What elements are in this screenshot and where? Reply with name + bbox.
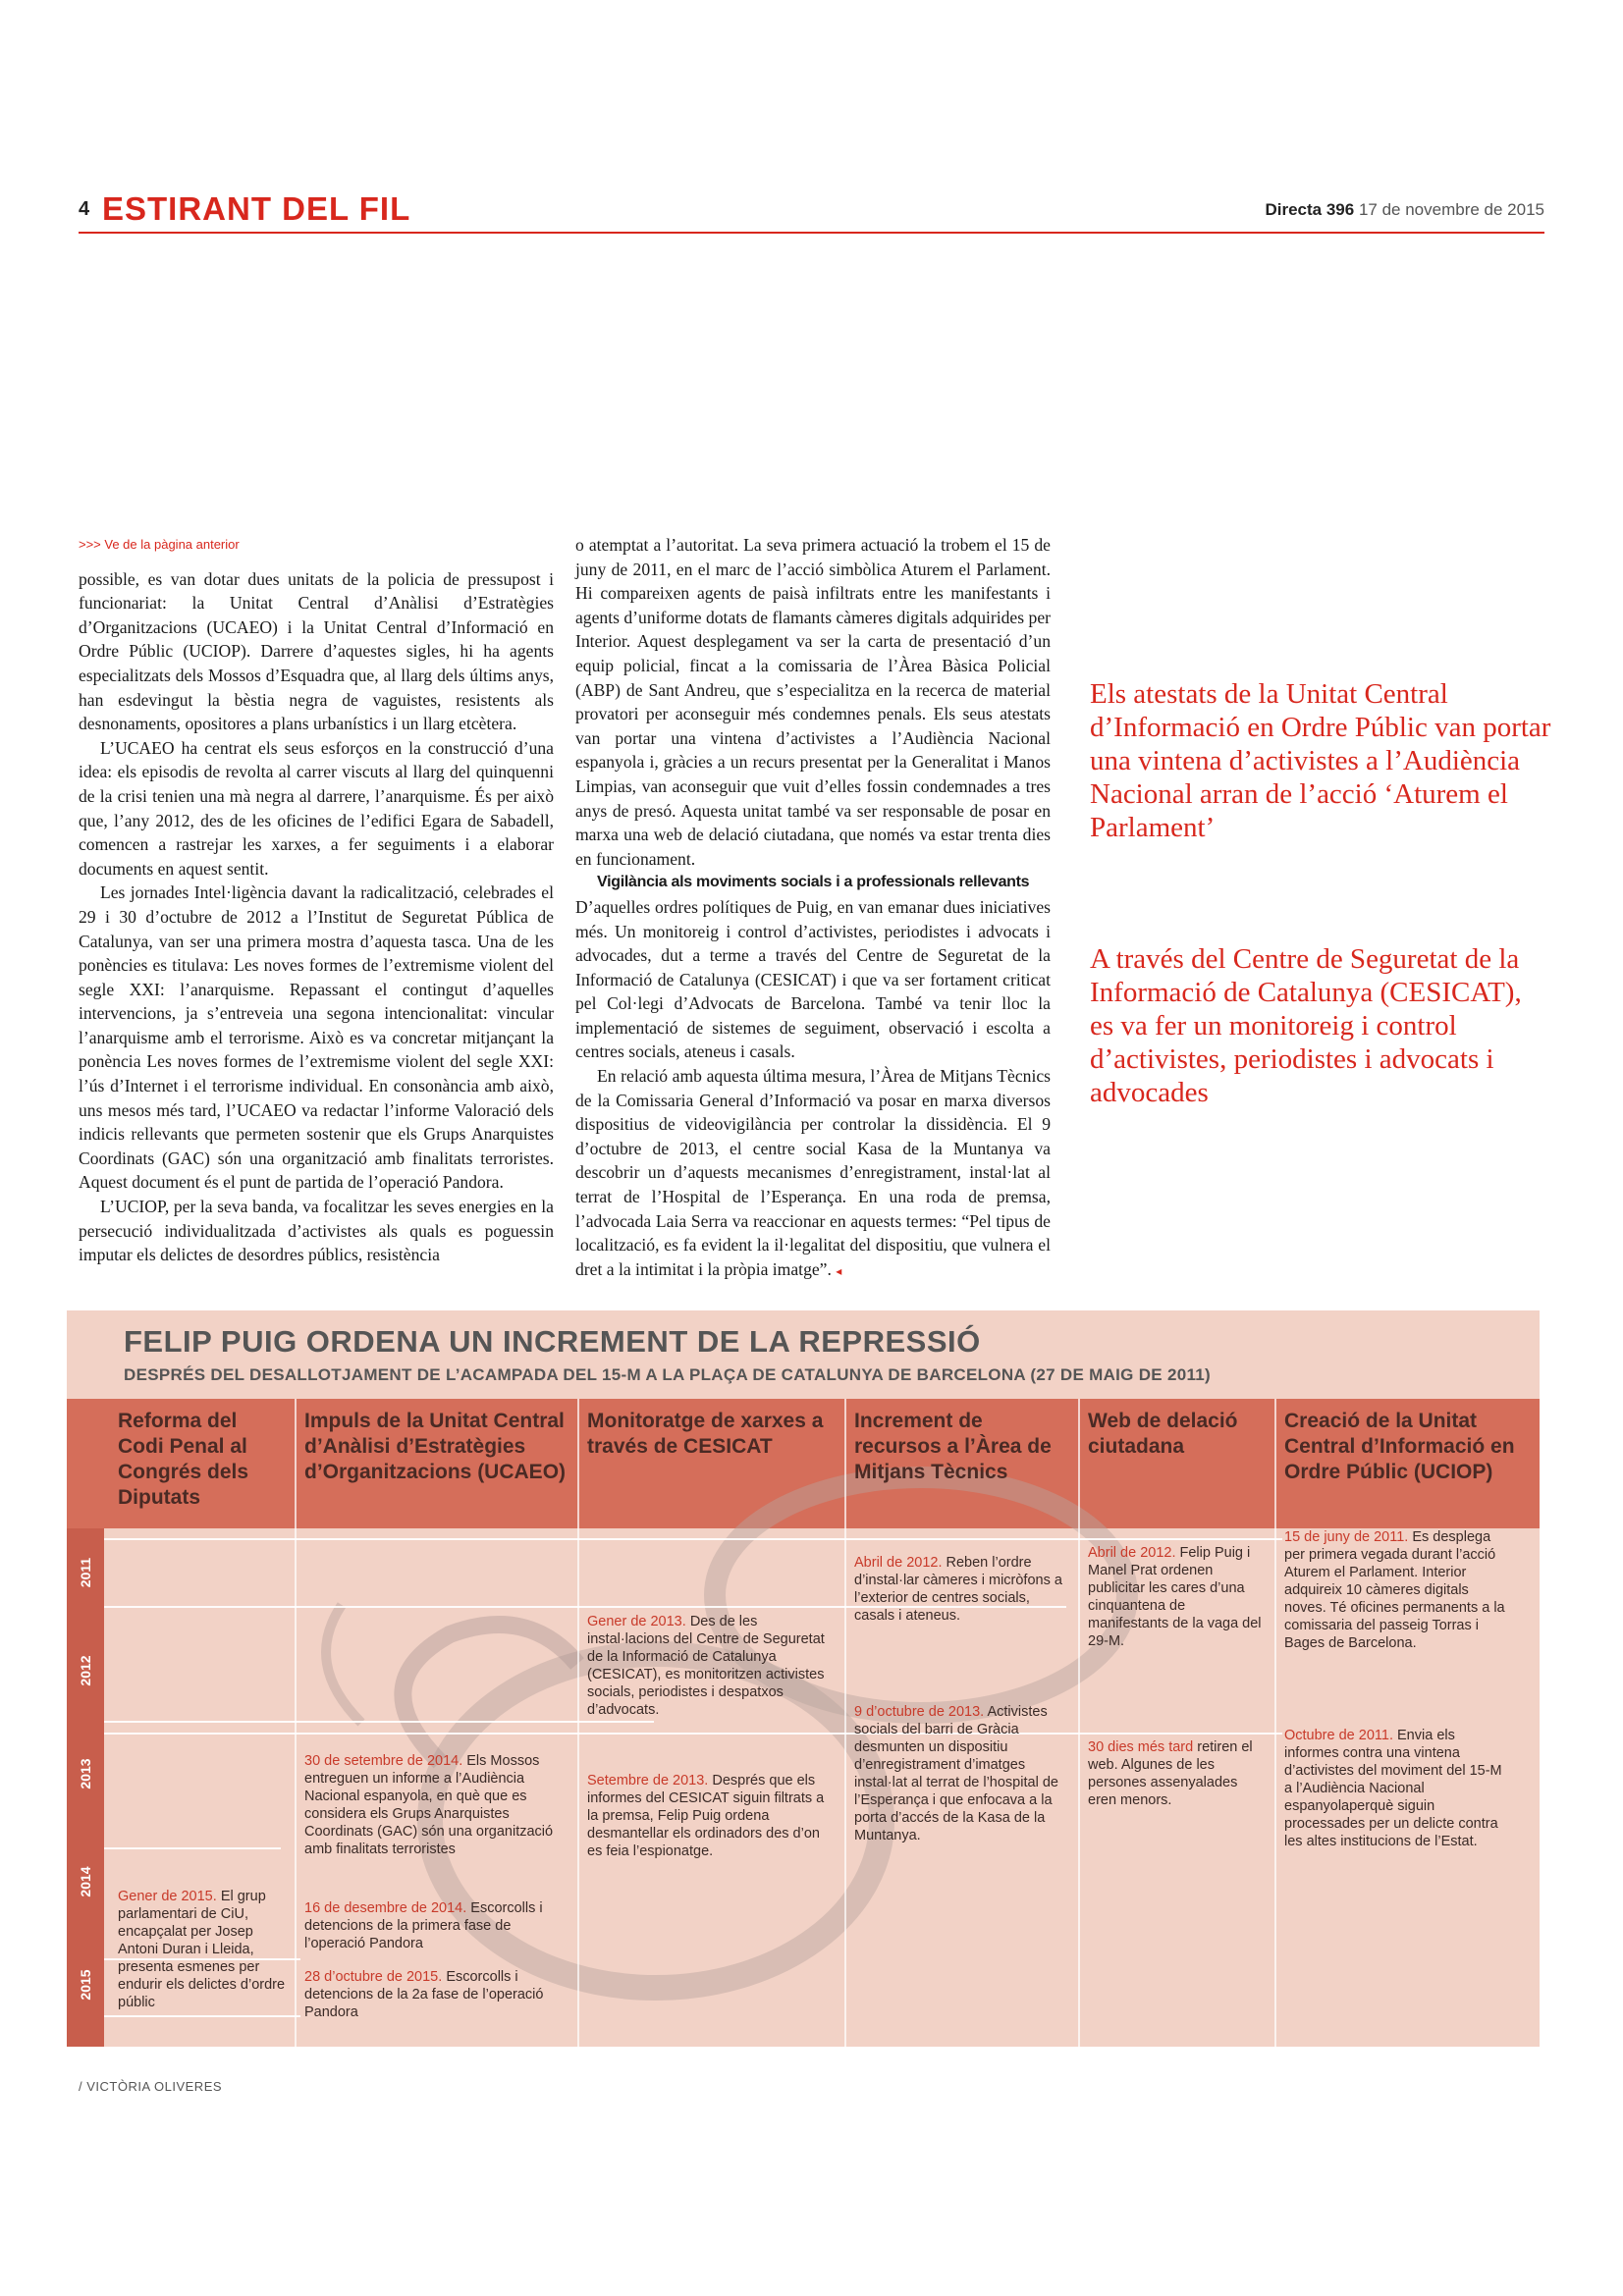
section-title: ESTIRANT DEL FIL	[102, 190, 411, 227]
paragraph: L’UCAEO ha centrat els seus esforços en la construcció d’una idea: els episodis de revolta al carrer viscuts al llarg del quinquenni de la crisi tenien una mà negra al darrere, l’anarquisme. És per això que, l’any 2012, des de les oficines de l’edifici Egara de Sabadell, comencen a rastrejar les xarxes, a fer seguiments i a elaborar documents en aquest sentit.	[79, 737, 554, 879]
year-axis	[67, 1528, 104, 2047]
column-header-codi-penal: Reforma del Codi Penal al Congrés dels Diputats	[118, 1410, 249, 1509]
event-entry	[118, 1888, 290, 2011]
event-text: Reben l’ordre d’instal·lar càmeres i micròfons a l’exterior de centres socials, casals i ateneus.	[854, 1555, 1062, 1624]
column-divider	[1274, 1399, 1276, 2047]
event-text: El grup parlamentari de CiU, encapçalat per Josep Antoni Duran i Lleida, presenta esmenes per endurir els delictes d’ordre públic	[118, 1889, 286, 2010]
year-label: 2015	[78, 1969, 93, 2001]
event-text: Els Mossos entreguen un informe a l’Audiència Nacional espanyola, en què que es considera els Grups Anarquistes Coordinats (GAC) són una organització amb finalitats terroristes	[304, 1753, 554, 1857]
paragraph: o atemptat a l’autoritat. La seva primera actuació la trobem el 15 de juny de 2011, en el marc de l’acció simbòlica Aturem el Parlament. Hi compareixen agents de paisà infiltrats entre les manifestants i agents d’uniforme dotats de flamants càmeres digitals adquirides per Interior. Aquest desplegament va ser la carta de presentació d’un equip policial, fincat a la comissaria de l’Àrea Bàsica Policial (ABP) de Sant Andreu, que s’especialitza en la recerca de material provatori per aconseguir més condemnes penals. Els seus atestats van portar una vintena d’activistes a l’Audiència Nacional espanyola i, gràcies a un recurs presentat per la Generalitat i Manos Limpias, van aconseguir que vuit d’elles fossin condemnades a tres anys de presó. Aquesta unitat també va ser responsable de posar en marxa una web de delació ciutadana, que només va estar trenta dies en funcionament.	[575, 535, 1051, 869]
timeline-line	[104, 1538, 1282, 1540]
event-date: Octubre de 2011.	[1284, 1728, 1393, 1743]
event-entry	[587, 1772, 833, 1860]
end-mark-icon: ◂	[836, 1263, 842, 1278]
column-divider	[1078, 1399, 1080, 2047]
event-text: Envia els informes contra una vintena d’activistes del moviment del 15-M a l’Audiència Nacional espanyolaperquè siguin processades per un delicte contra les altes institucions de l’Estat.	[1284, 1728, 1502, 1849]
event-date: Setembre de 2013.	[587, 1773, 709, 1789]
pullquote-1: Els atestats de la Unitat Central d’Informació en Ordre Públic van portar una vintena d’activistes a l’Audiència Nacional arran de l’acció ‘Aturem el Parlament’	[1090, 678, 1551, 843]
event-entry	[304, 1968, 569, 2021]
event-entry	[587, 1613, 833, 1719]
publication-date: 17 de novembre de 2015	[1358, 200, 1544, 219]
event-text: Escorcolls i detencions de la primera fase de l’operació Pandora	[304, 1900, 543, 1951]
event-text: Felip Puig i Manel Prat ordenen publicitar les cares d’una cinquantena de manifestants de la vaga del 29-M.	[1088, 1545, 1262, 1649]
timeline-line	[104, 1847, 281, 1849]
year-label: 2014	[78, 1866, 93, 1897]
event-entry	[1284, 1528, 1510, 1652]
column-divider	[295, 1399, 297, 2047]
event-entry	[304, 1752, 569, 1858]
column-header-uciop: Creació de la Unitat Central d’Informació en Ordre Públic (UCIOP)	[1284, 1410, 1515, 1483]
event-entry	[854, 1554, 1070, 1625]
year-label: 2013	[78, 1758, 93, 1789]
event-text: Escorcolls i detencions de la 2a fase de l’operació Pandora	[304, 1969, 544, 2020]
event-text: Es desplega per primera vegada durant l’acció Aturem el Parlament. Interior adquireix 10 càmeres digitals noves. Té oficines permanents a la comissaria del passeig Torras i Bages de Barcelona.	[1284, 1529, 1505, 1651]
publication-name: Directa 396	[1265, 200, 1355, 219]
subheading: Vigilància als moviments socials i a professionals rellevants	[597, 874, 1030, 891]
event-entry	[1088, 1544, 1270, 1650]
paragraph: Les jornades Intel·ligència davant la radicalització, celebrades el 29 i 30 d’octubre de 2012 a l’Institut de Seguretat Pública de Catalunya, van ser una primera mostra d’aquesta tasca. Una de les ponències es titulava: Les noves formes de l’extremisme violent del segle XXI: l’anarquisme. Repassant el contingut d’aquelles intervencions, ja s’entreveia una segona intencionalitat: vincular l’anarquisme amb el terrorisme. Això es va concretar mitjançant la ponència Les noves formes de l’extremisme violent del segle XXI: l’ús d’Internet i el terrorisme individual. En consonància amb això, uns mesos més tard, l’UCAEO va redactar l’informe Valoració dels indicis rellevants que permeten sostenir que els Grups Anarquistes Coordinats (GAC) són una organització amb finalitats terroristes. Aquest document és el punt de partida de l’operació Pandora.	[79, 882, 554, 1193]
timeline-line	[104, 2015, 300, 2017]
timeline-line	[104, 1721, 654, 1723]
event-date: 9 d’octubre de 2013.	[854, 1704, 985, 1720]
event-date: 28 d’octubre de 2015.	[304, 1969, 443, 1985]
event-date: 15 de juny de 2011.	[1284, 1529, 1409, 1545]
page-number: 4	[79, 198, 90, 220]
continued-from: >>> Ve de la pàgina anterior	[79, 537, 240, 552]
event-date: 30 de setembre de 2014.	[304, 1753, 463, 1769]
event-entry	[1088, 1738, 1270, 1809]
article-column-2	[575, 533, 1051, 1283]
column-header-mitjans-tecnics: Increment de recursos a l’Àrea de Mitjans Tècnics	[854, 1410, 1052, 1483]
event-text: Després que els informes del CESICAT siguin filtrats a la premsa, Felip Puig ordena desmantellar els ordinadors des d’on es feia l’espionatge.	[587, 1773, 825, 1859]
column-header-ucaeo: Impuls de la Unitat Central d’Anàlisi d’Estratègies d’Organitzacions (UCAEO)	[304, 1410, 567, 1483]
event-date: Abril de 2012.	[854, 1555, 943, 1571]
event-date: Gener de 2015.	[118, 1889, 217, 1904]
paragraph: L’UCIOP, per la seva banda, va focalitzar les seves energies en la persecució individualitzada d’activistes als quals es poguessin imputar els delictes de desordres públics, resistència	[79, 1197, 554, 1265]
column-divider	[844, 1399, 846, 2047]
paragraph	[575, 1064, 1051, 1283]
publication-info	[1265, 200, 1544, 220]
event-entry	[304, 1899, 569, 1952]
column-divider	[577, 1399, 579, 2047]
paragraph: D’aquelles ordres polítiques de Puig, en van emanar dues iniciatives més. Un monitoreig i control d’activistes, periodistes i advocats i advocades, dut a terme a través del Centre de Seguretat de la Informació de Catalunya (CESICAT) i que va ser fortament criticat pel Col·legi d’Advocats de Barcelona. També va tenir lloc la implementació de sistemes de seguiment, observació i escolta a centres socials, ateneus i casals.	[575, 896, 1051, 1062]
event-date: Abril de 2012.	[1088, 1545, 1176, 1561]
event-entry	[1284, 1727, 1510, 1850]
infographic-subtitle: DESPRÉS DEL DESALLOTJAMENT DE L’ACAMPADA DEL 15-M A LA PLAÇA DE CATALUNYA DE BARCELONA (27 DE MAIG DE 2011)	[124, 1365, 1211, 1384]
paragraph: possible, es van dotar dues unitats de la policia de pressupost i funcionariat: la Unitat Central d’Anàlisi d’Estratègies d’Organitzacions (UCAEO) i la Unitat Central d’Informació en Ordre Públic (UCIOP). Darrere d’aquestes sigles, hi ha agents especialitzats dels Mossos d’Esquadra que, al llarg dels últims anys, han esdevingut la bèstia negra de vaguistes, resistents als desnonaments, opositores a plans urbanístics i un llarg etcètera.	[79, 568, 554, 734]
year-label: 2011	[78, 1557, 93, 1588]
event-date: 30 dies més tard	[1088, 1739, 1194, 1755]
column-header-web-delacio: Web de delació ciutadana	[1088, 1410, 1238, 1458]
infographic	[67, 1310, 1540, 2047]
event-date: 16 de desembre de 2014.	[304, 1900, 467, 1916]
timeline-line	[104, 1733, 1282, 1735]
column-header-cesicat: Monitoratge de xarxes a través de CESICAT	[587, 1410, 824, 1458]
pullquote-2: A través del Centre de Seguretat de la Informació de Catalunya (CESICAT), es va fer un monitoreig i control d’activistes, periodistes i advocats i advocades	[1090, 943, 1522, 1108]
article-column-1	[79, 533, 554, 1267]
page-header	[79, 192, 1544, 234]
paragraph-text: En relació amb aquesta última mesura, l’Àrea de Mitjans Tècnics de la Comissaria General d’Informació va posar en marxa diversos dispositius de videovigilància per controlar la dissidència. El 9 d’octubre de 2013, el centre social Kasa de la Muntanya va descobrir un d’aquests mecanismes d’enregistrament, instal·lat al terrat de l’Hospital de l’Esperança. En una roda de premsa, l’advocada Laia Serra va reaccionar en aquests termes: “Pel tipus de localització, es fa evident la il·legalitat del dispositiu, que vulnera el dret a la intimitat i la pròpia imatge”.	[575, 1066, 1051, 1279]
event-entry	[854, 1703, 1070, 1844]
event-text: Des de les instal·lacions del Centre de Seguretat de la Informació de Catalunya (CESICAT), es monitoritzen activistes socials, periodistes i despatxos d’advocats.	[587, 1614, 825, 1718]
event-text: Activistes socials del barri de Gràcia desmunten un dispositiu d’enregistrament d’imatges instal·lat al terrat de l’hospital de l’Esperança i que enfocava a la porta d’accés de la Kasa de la Muntanya.	[854, 1704, 1058, 1843]
event-text: retiren el web. Algunes de les persones assenyalades eren menors.	[1088, 1739, 1253, 1808]
photo-credit: / VICTÒRIA OLIVERES	[79, 2079, 223, 2094]
year-label: 2012	[78, 1655, 93, 1686]
event-date: Gener de 2013.	[587, 1614, 686, 1629]
infographic-title: FELIP PUIG ORDENA UN INCREMENT DE LA REPRESSIÓ	[124, 1324, 981, 1359]
